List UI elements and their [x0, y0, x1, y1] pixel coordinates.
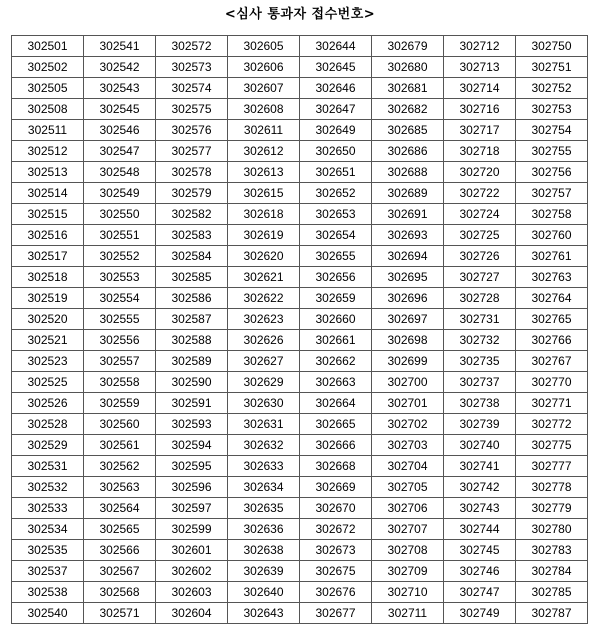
table-cell: 302751	[516, 57, 588, 78]
table-cell: 302519	[12, 288, 84, 309]
table-cell: 302587	[156, 309, 228, 330]
table-cell: 302550	[84, 204, 156, 225]
table-cell: 302542	[84, 57, 156, 78]
table-cell: 302780	[516, 519, 588, 540]
table-cell: 302501	[12, 36, 84, 57]
table-cell: 302745	[444, 540, 516, 561]
table-cell: 302784	[516, 561, 588, 582]
table-cell: 302779	[516, 498, 588, 519]
table-cell: 302553	[84, 267, 156, 288]
table-cell: 302599	[156, 519, 228, 540]
table-cell: 302632	[228, 435, 300, 456]
table-cell: 302578	[156, 162, 228, 183]
table-cell: 302777	[516, 456, 588, 477]
table-cell: 302574	[156, 78, 228, 99]
table-cell: 302649	[300, 120, 372, 141]
table-cell: 302612	[228, 141, 300, 162]
table-cell: 302602	[156, 561, 228, 582]
table-cell: 302541	[84, 36, 156, 57]
table-cell: 302557	[84, 351, 156, 372]
table-cell: 302785	[516, 582, 588, 603]
table-cell: 302700	[372, 372, 444, 393]
table-cell: 302713	[444, 57, 516, 78]
table-cell: 302662	[300, 351, 372, 372]
table-cell: 302682	[372, 99, 444, 120]
table-cell: 302601	[156, 540, 228, 561]
table-cell: 302743	[444, 498, 516, 519]
table-cell: 302631	[228, 414, 300, 435]
table-cell: 302732	[444, 330, 516, 351]
table-cell: 302722	[444, 183, 516, 204]
table-cell: 302787	[516, 603, 588, 624]
table-cell: 302633	[228, 456, 300, 477]
table-cell: 302584	[156, 246, 228, 267]
table-cell: 302740	[444, 435, 516, 456]
table-cell: 302706	[372, 498, 444, 519]
table-cell: 302596	[156, 477, 228, 498]
table-cell: 302656	[300, 267, 372, 288]
table-row	[12, 372, 588, 393]
table-cell: 302741	[444, 456, 516, 477]
table-cell: 302714	[444, 78, 516, 99]
table-cell: 302565	[84, 519, 156, 540]
table-cell: 302611	[228, 120, 300, 141]
table-row	[12, 225, 588, 246]
applicant-number-table	[11, 35, 588, 624]
table-cell: 302669	[300, 477, 372, 498]
table-cell: 302731	[444, 309, 516, 330]
table-cell: 302747	[444, 582, 516, 603]
table-cell: 302608	[228, 99, 300, 120]
table-row	[12, 456, 588, 477]
table-cell: 302755	[516, 141, 588, 162]
table-cell: 302526	[12, 393, 84, 414]
page-title: <심사 통과자 접수번호>	[224, 7, 376, 22]
table-cell: 302709	[372, 561, 444, 582]
table-cell: 302621	[228, 267, 300, 288]
table-cell: 302627	[228, 351, 300, 372]
table-cell: 302693	[372, 225, 444, 246]
table-cell: 302634	[228, 477, 300, 498]
table-cell: 302529	[12, 435, 84, 456]
table-cell: 302531	[12, 456, 84, 477]
table-cell: 302561	[84, 435, 156, 456]
table-cell: 302583	[156, 225, 228, 246]
table-cell: 302654	[300, 225, 372, 246]
table-cell: 302711	[372, 603, 444, 624]
table-cell: 302694	[372, 246, 444, 267]
table-cell: 302766	[516, 330, 588, 351]
table-cell: 302697	[372, 309, 444, 330]
table-cell: 302742	[444, 477, 516, 498]
table-row	[12, 393, 588, 414]
table-cell: 302673	[300, 540, 372, 561]
table-cell: 302666	[300, 435, 372, 456]
table-cell: 302623	[228, 309, 300, 330]
table-cell: 302577	[156, 141, 228, 162]
table-cell: 302695	[372, 267, 444, 288]
table-cell: 302597	[156, 498, 228, 519]
table-cell: 302567	[84, 561, 156, 582]
table-cell: 302555	[84, 309, 156, 330]
table-cell: 302605	[228, 36, 300, 57]
table-cell: 302560	[84, 414, 156, 435]
table-cell: 302699	[372, 351, 444, 372]
table-cell: 302537	[12, 561, 84, 582]
table-cell: 302591	[156, 393, 228, 414]
table-cell: 302720	[444, 162, 516, 183]
table-cell: 302564	[84, 498, 156, 519]
table-row	[12, 540, 588, 561]
table-cell: 302534	[12, 519, 84, 540]
table-cell: 302645	[300, 57, 372, 78]
table-cell: 302594	[156, 435, 228, 456]
table-cell: 302540	[12, 603, 84, 624]
table-cell: 302554	[84, 288, 156, 309]
table-cell: 302749	[444, 603, 516, 624]
table-row	[12, 435, 588, 456]
table-cell: 302764	[516, 288, 588, 309]
table-cell: 302619	[228, 225, 300, 246]
table-row	[12, 288, 588, 309]
table-cell: 302708	[372, 540, 444, 561]
table-body	[12, 36, 588, 624]
table-cell: 302517	[12, 246, 84, 267]
table-row	[12, 330, 588, 351]
table-cell: 302505	[12, 78, 84, 99]
table-cell: 302548	[84, 162, 156, 183]
table-cell: 302549	[84, 183, 156, 204]
table-cell: 302758	[516, 204, 588, 225]
table-row	[12, 582, 588, 603]
table-cell: 302664	[300, 393, 372, 414]
table-row	[12, 414, 588, 435]
table-cell: 302523	[12, 351, 84, 372]
table-row	[12, 162, 588, 183]
table-row	[12, 309, 588, 330]
table-cell: 302559	[84, 393, 156, 414]
table-row	[12, 36, 588, 57]
table-cell: 302646	[300, 78, 372, 99]
table-row	[12, 519, 588, 540]
table-cell: 302556	[84, 330, 156, 351]
table-cell: 302668	[300, 456, 372, 477]
table-cell: 302760	[516, 225, 588, 246]
table-cell: 302718	[444, 141, 516, 162]
table-cell: 302763	[516, 267, 588, 288]
table-cell: 302546	[84, 120, 156, 141]
table-cell: 302710	[372, 582, 444, 603]
table-cell: 302696	[372, 288, 444, 309]
table-cell: 302650	[300, 141, 372, 162]
table-cell: 302746	[444, 561, 516, 582]
table-cell: 302629	[228, 372, 300, 393]
table-cell: 302585	[156, 267, 228, 288]
table-cell: 302582	[156, 204, 228, 225]
table-row	[12, 120, 588, 141]
table-cell: 302771	[516, 393, 588, 414]
table-cell: 302613	[228, 162, 300, 183]
table-cell: 302615	[228, 183, 300, 204]
table-cell: 302675	[300, 561, 372, 582]
table-row	[12, 351, 588, 372]
table-cell: 302770	[516, 372, 588, 393]
table-cell: 302626	[228, 330, 300, 351]
table-cell: 302725	[444, 225, 516, 246]
table-cell: 302756	[516, 162, 588, 183]
table-cell: 302778	[516, 477, 588, 498]
table-cell: 302765	[516, 309, 588, 330]
table-cell: 302704	[372, 456, 444, 477]
table-cell: 302572	[156, 36, 228, 57]
table-cell: 302753	[516, 99, 588, 120]
table-cell: 302528	[12, 414, 84, 435]
table-cell: 302638	[228, 540, 300, 561]
table-cell: 302670	[300, 498, 372, 519]
table-cell: 302604	[156, 603, 228, 624]
table-cell: 302665	[300, 414, 372, 435]
table-cell: 302651	[300, 162, 372, 183]
table-cell: 302512	[12, 141, 84, 162]
table-cell: 302680	[372, 57, 444, 78]
table-cell: 302593	[156, 414, 228, 435]
table-cell: 302727	[444, 267, 516, 288]
table-cell: 302575	[156, 99, 228, 120]
table-cell: 302775	[516, 435, 588, 456]
table-cell: 302630	[228, 393, 300, 414]
table-cell: 302576	[156, 120, 228, 141]
table-cell: 302618	[228, 204, 300, 225]
table-cell: 302622	[228, 288, 300, 309]
table-cell: 302551	[84, 225, 156, 246]
table-cell: 302552	[84, 246, 156, 267]
table-row	[12, 603, 588, 624]
table-cell: 302757	[516, 183, 588, 204]
table-cell: 302588	[156, 330, 228, 351]
table-cell: 302538	[12, 582, 84, 603]
table-cell: 302685	[372, 120, 444, 141]
table-cell: 302520	[12, 309, 84, 330]
table-row	[12, 204, 588, 225]
table-cell: 302655	[300, 246, 372, 267]
table-cell: 302579	[156, 183, 228, 204]
table-cell: 302750	[516, 36, 588, 57]
table-cell: 302688	[372, 162, 444, 183]
table-cell: 302726	[444, 246, 516, 267]
table-cell: 302513	[12, 162, 84, 183]
table-cell: 302535	[12, 540, 84, 561]
table-row	[12, 99, 588, 120]
table-cell: 302566	[84, 540, 156, 561]
table-cell: 302568	[84, 582, 156, 603]
table-cell: 302521	[12, 330, 84, 351]
table-cell: 302737	[444, 372, 516, 393]
table-cell: 302772	[516, 414, 588, 435]
table-row	[12, 267, 588, 288]
table-cell: 302647	[300, 99, 372, 120]
table-row	[12, 141, 588, 162]
table-cell: 302586	[156, 288, 228, 309]
table-row	[12, 498, 588, 519]
table-cell: 302701	[372, 393, 444, 414]
table-cell: 302705	[372, 477, 444, 498]
table-cell: 302717	[444, 120, 516, 141]
table-cell: 302514	[12, 183, 84, 204]
table-cell: 302589	[156, 351, 228, 372]
table-cell: 302724	[444, 204, 516, 225]
table-cell: 302563	[84, 477, 156, 498]
table-cell: 302761	[516, 246, 588, 267]
table-cell: 302590	[156, 372, 228, 393]
table-cell: 302653	[300, 204, 372, 225]
table-cell: 302595	[156, 456, 228, 477]
table-row	[12, 78, 588, 99]
table-cell: 302744	[444, 519, 516, 540]
table-cell: 302518	[12, 267, 84, 288]
table-cell: 302558	[84, 372, 156, 393]
table-cell: 302739	[444, 414, 516, 435]
table-cell: 302644	[300, 36, 372, 57]
table-cell: 302639	[228, 561, 300, 582]
table-row	[12, 561, 588, 582]
table-cell: 302516	[12, 225, 84, 246]
table-cell: 302652	[300, 183, 372, 204]
table-cell: 302659	[300, 288, 372, 309]
table-cell: 302635	[228, 498, 300, 519]
table-cell: 302508	[12, 99, 84, 120]
table-cell: 302606	[228, 57, 300, 78]
table-cell: 302703	[372, 435, 444, 456]
table-row	[12, 183, 588, 204]
table-row	[12, 477, 588, 498]
table-cell: 302502	[12, 57, 84, 78]
table-cell: 302640	[228, 582, 300, 603]
table-cell: 302712	[444, 36, 516, 57]
table-cell: 302661	[300, 330, 372, 351]
table-cell: 302728	[444, 288, 516, 309]
table-row	[12, 57, 588, 78]
table-cell: 302783	[516, 540, 588, 561]
table-cell: 302689	[372, 183, 444, 204]
table-cell: 302515	[12, 204, 84, 225]
table-cell: 302532	[12, 477, 84, 498]
table-cell: 302603	[156, 582, 228, 603]
table-cell: 302707	[372, 519, 444, 540]
table-cell: 302679	[372, 36, 444, 57]
table-cell: 302547	[84, 141, 156, 162]
table-cell: 302677	[300, 603, 372, 624]
table-cell: 302735	[444, 351, 516, 372]
table-cell: 302702	[372, 414, 444, 435]
table-cell: 302691	[372, 204, 444, 225]
table-cell: 302511	[12, 120, 84, 141]
table-cell: 302636	[228, 519, 300, 540]
table-cell: 302525	[12, 372, 84, 393]
table-cell: 302676	[300, 582, 372, 603]
table-row	[12, 246, 588, 267]
table-cell: 302545	[84, 99, 156, 120]
table-cell: 302643	[228, 603, 300, 624]
table-cell: 302686	[372, 141, 444, 162]
table-cell: 302754	[516, 120, 588, 141]
table-cell: 302716	[444, 99, 516, 120]
table-cell: 302571	[84, 603, 156, 624]
table-cell: 302607	[228, 78, 300, 99]
table-cell: 302663	[300, 372, 372, 393]
table-cell: 302573	[156, 57, 228, 78]
table-cell: 302738	[444, 393, 516, 414]
table-cell: 302752	[516, 78, 588, 99]
table-cell: 302533	[12, 498, 84, 519]
table-cell: 302660	[300, 309, 372, 330]
table-cell: 302681	[372, 78, 444, 99]
table-cell: 302767	[516, 351, 588, 372]
table-cell: 302698	[372, 330, 444, 351]
table-cell: 302543	[84, 78, 156, 99]
table-cell: 302562	[84, 456, 156, 477]
table-cell: 302620	[228, 246, 300, 267]
table-cell: 302672	[300, 519, 372, 540]
